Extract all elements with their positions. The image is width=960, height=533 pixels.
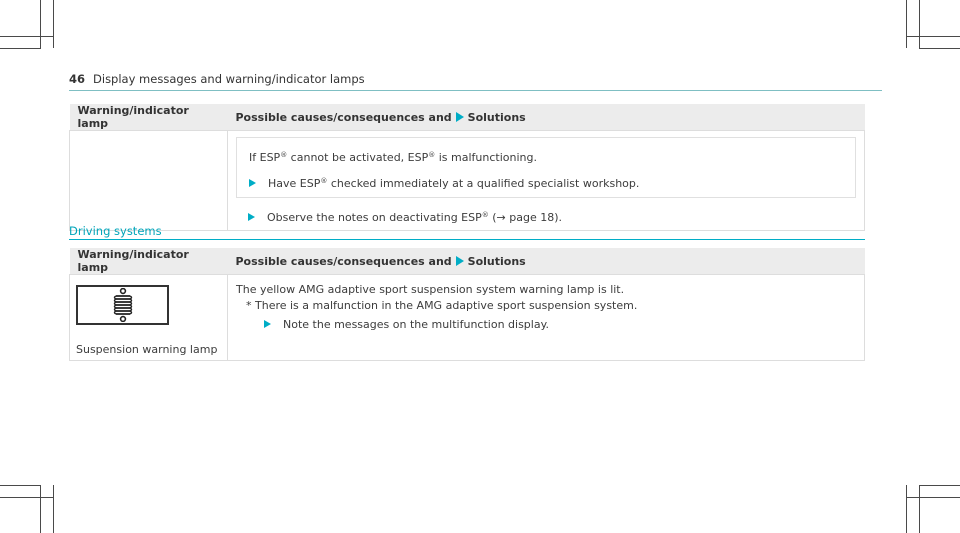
page-header-title: Display messages and warning/indicator lamps [93,72,365,86]
solutions-arrow-icon [456,112,464,122]
lamp-cell-empty [70,131,228,231]
registered-mark: ® [280,151,288,159]
malfunction-text: * There is a malfunction in the AMG adaptive sport suspension system. [246,299,638,312]
causes-cell [228,275,865,361]
esp-malfunction-box [236,137,856,198]
crop-mark [906,485,907,533]
col-header-solutions-text: Solutions [467,254,526,268]
text-part: cannot be activated, ESP [287,151,429,164]
col-header-causes-text: Possible causes/consequences and [235,254,452,268]
registered-mark: ® [320,177,328,185]
crop-mark [919,485,960,486]
col-header-causes [228,248,865,275]
col-header-solutions-text: Solutions [467,110,526,124]
warning-table-esp [69,104,865,231]
text-part: Have ESP [268,177,321,190]
text-part: Observe the notes on deactivating ESP [267,211,482,224]
step-arrow-icon [264,320,271,328]
crop-mark [0,48,41,49]
page-header [69,72,365,86]
text-part: If ESP [249,151,281,164]
header-rule [69,90,882,91]
warning-table-suspension [69,248,865,361]
solutions-arrow-icon [456,256,464,266]
registered-mark: ® [428,151,436,159]
table-row [70,275,865,361]
suspension-spring-icon [112,288,134,322]
esp-malfunction-text [249,148,843,165]
crop-mark [919,485,920,533]
solution-step [249,174,843,191]
lamp-lit-text: The yellow AMG adaptive sport suspension system warning lamp is lit. [236,283,625,296]
page-number: 46 [69,72,86,86]
crop-mark [0,485,41,486]
section-title: Driving systems [69,224,162,238]
crop-mark [53,485,54,533]
col-header-lamp: Warning/indicator lamp [70,248,228,275]
registered-mark: ® [481,211,489,219]
page-reference-link[interactable]: (→ page 18). [488,211,563,224]
step-arrow-icon [249,179,256,187]
suspension-warning-icon [76,285,169,325]
step-arrow-icon [248,213,255,221]
lamp-cell [70,275,228,361]
crop-mark [40,0,41,48]
crop-mark [906,0,907,48]
crop-mark [906,36,960,37]
table-header-row [70,104,865,131]
crop-mark [906,497,960,498]
lamp-label: Suspension warning lamp [76,343,218,356]
section-rule [69,239,865,240]
crop-mark [53,0,54,48]
table-row [70,131,865,231]
crop-mark [919,0,920,48]
table-header-row [70,248,865,275]
crop-mark [0,497,54,498]
col-header-causes [228,104,865,131]
solution-step [236,317,856,333]
text-part: Note the messages on the multifunction display. [283,318,550,331]
crop-mark [0,36,54,37]
causes-cell [228,131,865,231]
col-header-causes-text: Possible causes/consequences and [235,110,452,124]
col-header-lamp: Warning/indicator lamp [70,104,228,131]
crop-mark [919,48,960,49]
text-part: is malfunctioning. [435,151,537,164]
solution-step [236,211,856,224]
text-part: checked immediately at a qualified specialist workshop. [327,177,640,190]
crop-mark [40,485,41,533]
